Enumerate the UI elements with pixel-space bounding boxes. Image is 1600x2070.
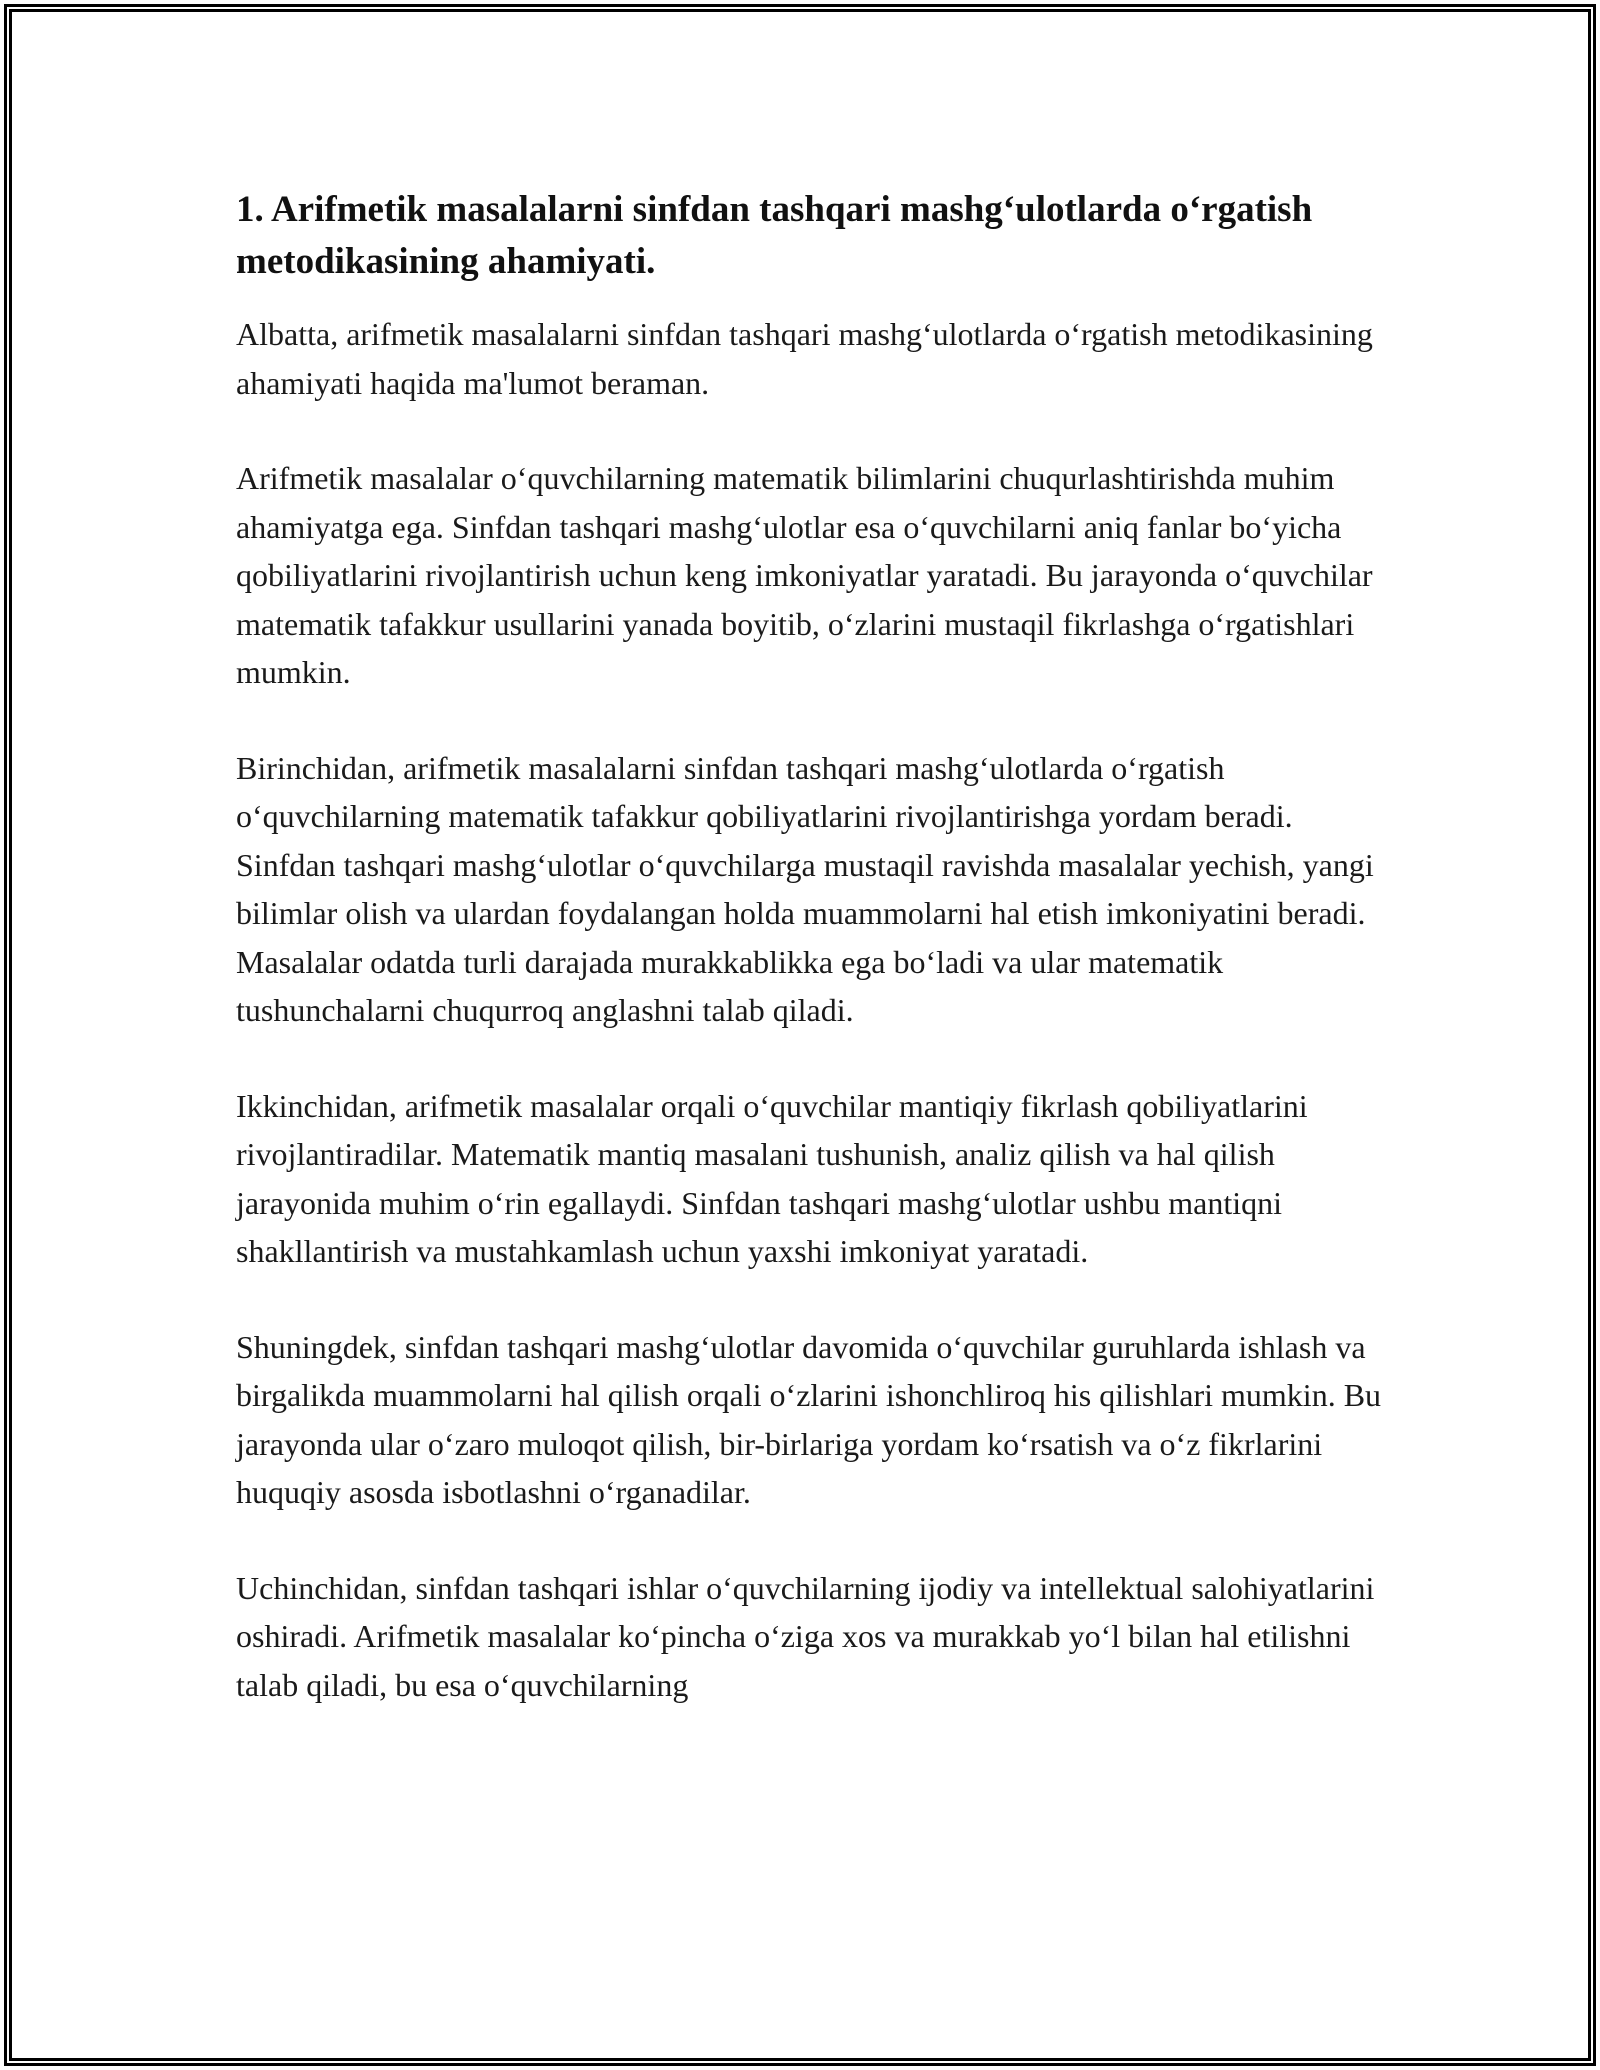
paragraph-third-point: Uchinchidan, sinfdan tashqari ishlar o‘quvchilarning ijodiy va intellektual salohiyatlarini oshiradi. Arifmetik masalalar ko‘pincha o‘ziga xos va murakkab yo‘l bilan hal etilishni talab qiladi, bu esa o‘quvchilarning [236, 1569, 1375, 1703]
section-heading: 1. Arifmetik masalalarni sinfdan tashqari mashg‘ulotlarda o‘rgatish metodikasining ahamiyati. [236, 189, 1313, 282]
paragraph-intro: Albatta, arifmetik masalalarni sinfdan tashqari mashg‘ulotlarda o‘rgatish metodikasining ahamiyati haqida ma'lumot beraman. [236, 316, 1373, 401]
document-body [236, 184, 1386, 1756]
paragraph-importance: Arifmetik masalalar o‘quvchilarning matematik bilimlarini chuqurlashtirishda muhim ahamiyatga ega. Sinfdan tashqari mashg‘ulotlar esa o‘quvchilarni aniq fanlar bo‘yicha qobiliyatlarini rivojlantirish uchun keng imkoniyatlar yaratadi. Bu jarayonda o‘quvchilar matematik tafakkur usullarini yanada boyitib, o‘zlarini mustaqil fikrlashga o‘rgatishlari mumkin. [236, 460, 1373, 690]
paragraph-group-work: Shuningdek, sinfdan tashqari mashg‘ulotlar davomida o‘quvchilar guruhlarda ishlash va birgalikda muammolarni hal qilish orqali o‘zlarini ishonchliroq his qilishlari mumkin. Bu jarayonda ular o‘zaro muloqot qilish, bir-birlariga yordam ko‘rsatish va o‘z fikrlarini huquqiy asosda isbotlashni o‘rganadilar. [236, 1328, 1382, 1510]
paragraph-first-point: Birinchidan, arifmetik masalalarni sinfdan tashqari mashg‘ulotlarda o‘rgatish o‘quvchilarning matematik tafakkur qobiliyatlarini rivojlantirishga yordam beradi. Sinfdan tashqari mashg‘ulotlar o‘quvchilarga mustaqil ravishda masalalar yechish, yangi bilimlar olish va ulardan foydalangan holda muammolarni hal etish imkoniyatini beradi. Masalalar odatda turli darajada murakkablikka ega bo‘ladi va ular matematik tushunchalarni chuqurroq anglashni talab qiladi. [236, 749, 1374, 1028]
paragraph-second-point: Ikkinchidan, arifmetik masalalar orqali o‘quvchilar mantiqiy fikrlash qobiliyatlarini rivojlantiradilar. Matematik mantiq masalani tushunish, analiz qilish va hal qilish jarayonida muhim o‘rin egallaydi. Sinfdan tashqari mashg‘ulotlar ushbu mantiqni shakllantirish va mustahkamlash uchun yaxshi imkoniyat yaratadi. [236, 1087, 1308, 1269]
